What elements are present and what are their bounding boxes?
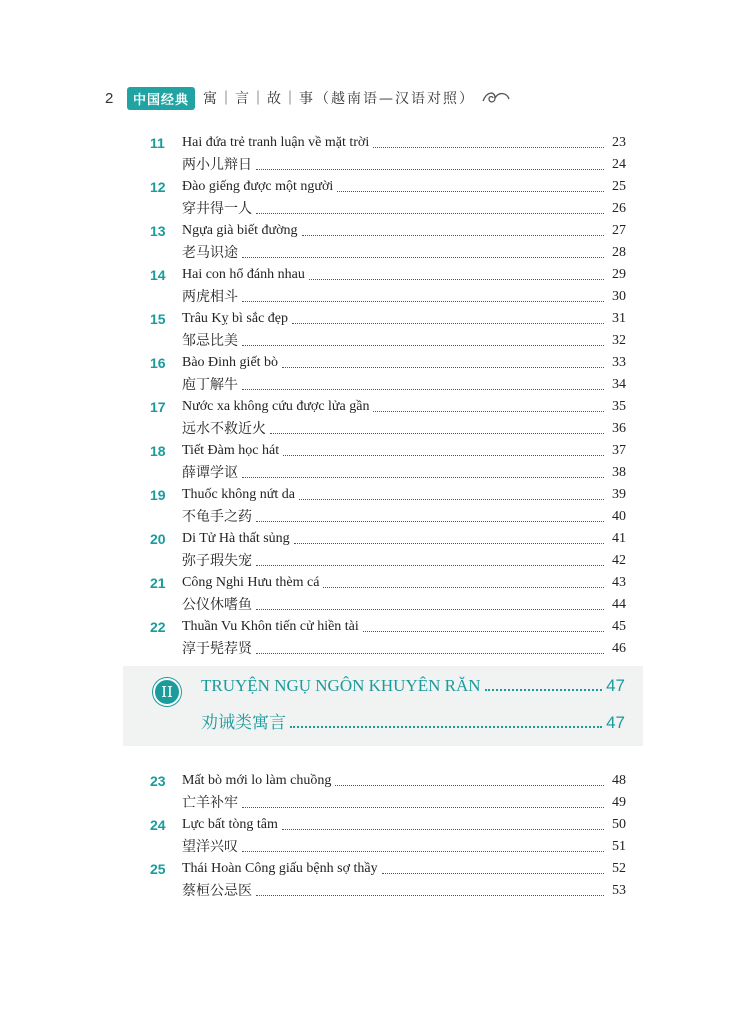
leader-dots <box>294 542 604 544</box>
entry-number: 24 <box>150 817 166 833</box>
toc-entry-cn[interactable] <box>150 878 626 900</box>
page-header <box>105 86 511 110</box>
table-of-contents <box>150 130 626 658</box>
toc-entry-cn[interactable] <box>150 152 626 174</box>
entry-number: 21 <box>150 575 166 591</box>
entry-title-cn: 两虎相斗 <box>182 289 238 305</box>
leader-dots <box>256 564 604 566</box>
entry-page: 52 <box>612 861 626 876</box>
entry-number: 14 <box>150 267 166 283</box>
leader-dots <box>373 146 604 148</box>
entry-title-vi: Lực bất tòng tâm <box>182 817 278 832</box>
entry-title-vi: Hai con hổ đánh nhau <box>182 267 305 282</box>
leader-dots <box>270 432 604 434</box>
toc-entry-cn[interactable] <box>150 372 626 394</box>
entry-title-vi: Hai đứa trẻ tranh luận về mặt trời <box>182 135 370 150</box>
toc-entry[interactable] <box>150 130 626 152</box>
entry-title-cn: 庖丁解牛 <box>182 377 238 393</box>
toc-entry-cn[interactable] <box>150 196 626 218</box>
entry-page: 30 <box>612 289 626 304</box>
entry-title-cn: 邹忌比美 <box>182 333 238 349</box>
entry-page: 44 <box>612 597 626 612</box>
leader-dots <box>242 300 604 302</box>
entry-title-cn: 不龟手之药 <box>182 509 252 525</box>
entry-page: 33 <box>612 355 626 370</box>
leader-dots <box>242 476 604 478</box>
leader-dots <box>242 388 604 390</box>
entry-page: 25 <box>612 179 626 194</box>
entry-title-cn: 薛谭学讴 <box>182 465 238 481</box>
leader-dots <box>282 828 604 830</box>
entry-number: 18 <box>150 443 166 459</box>
leader-dots <box>363 630 604 632</box>
entry-page: 40 <box>612 509 626 524</box>
entry-title-cn: 亡羊补牢 <box>182 795 238 811</box>
toc-entry-cn[interactable] <box>150 834 626 856</box>
section-header[interactable] <box>123 666 643 746</box>
leader-dots <box>335 784 604 786</box>
entry-number: 13 <box>150 223 166 239</box>
entry-page: 53 <box>612 883 626 898</box>
leader-dots <box>302 234 605 236</box>
toc-entry-cn[interactable] <box>150 460 626 482</box>
entry-title-vi: Đào giếng được một người <box>182 179 334 194</box>
entry-page: 37 <box>612 443 626 458</box>
entry-title-vi: Di Tử Hà thất sủng <box>182 531 290 546</box>
entry-number: 17 <box>150 399 166 415</box>
entry-title-vi: Nước xa không cứu được lửa gần <box>182 399 370 414</box>
section-page: 47 <box>606 713 625 732</box>
entry-page: 51 <box>612 839 626 854</box>
leader-dots <box>242 806 604 808</box>
entry-page: 27 <box>612 223 626 238</box>
section-number-badge: II <box>153 678 181 706</box>
entry-page: 48 <box>612 773 626 788</box>
toc-entry-cn[interactable] <box>150 416 626 438</box>
toc-entry[interactable] <box>150 482 626 504</box>
section-page: 47 <box>606 676 625 695</box>
entry-title-cn: 望洋兴叹 <box>182 839 238 855</box>
toc-entry[interactable] <box>150 394 626 416</box>
entry-number: 16 <box>150 355 166 371</box>
entry-title-vi: Bào Đinh giết bò <box>182 355 279 370</box>
section-title-cn: 劝诫类寓言 <box>201 713 286 732</box>
entry-title-vi: Thái Hoàn Công giấu bệnh sợ thầy <box>182 861 378 876</box>
toc-entry-cn[interactable] <box>150 548 626 570</box>
entry-page: 42 <box>612 553 626 568</box>
leader-dots <box>242 850 604 852</box>
leader-dots <box>299 498 604 500</box>
entry-page: 49 <box>612 795 626 810</box>
toc-entry-cn[interactable] <box>150 240 626 262</box>
leader-dots <box>242 344 604 346</box>
entry-title-vi: Thuốc không nứt da <box>182 487 295 502</box>
entry-title-vi: Mất bò mới lo làm chuồng <box>182 773 332 788</box>
section-title-vi-row[interactable] <box>201 676 625 696</box>
entry-title-cn: 两小儿辩日 <box>182 157 252 173</box>
toc-entry[interactable] <box>150 570 626 592</box>
entry-page: 29 <box>612 267 626 282</box>
series-brand-logo: 中国经典 <box>127 87 195 110</box>
toc-entry[interactable] <box>150 262 626 284</box>
entry-title-vi: Tiết Đàm học hát <box>182 443 280 458</box>
entry-number: 25 <box>150 861 166 877</box>
entry-page: 36 <box>612 421 626 436</box>
leader-dots <box>323 586 604 588</box>
entry-title-cn: 远水不救近火 <box>182 421 266 437</box>
entry-number: 22 <box>150 619 166 635</box>
entry-title-cn: 淳于髡荐贤 <box>182 641 252 657</box>
entry-title-vi: Công Nghi Hưu thèm cá <box>182 575 320 590</box>
entry-page: 46 <box>612 641 626 656</box>
entry-number: 19 <box>150 487 166 503</box>
toc-entry[interactable] <box>150 614 626 636</box>
toc-entry-cn[interactable] <box>150 592 626 614</box>
toc-entry-cn[interactable] <box>150 328 626 350</box>
entry-page: 24 <box>612 157 626 172</box>
leader-dots <box>256 520 604 522</box>
leader-dots <box>290 725 602 728</box>
entry-number: 12 <box>150 179 166 195</box>
leader-dots <box>256 608 604 610</box>
book-subtitle: 寓｜言｜故｜事（越南语—汉语对照） <box>203 91 476 107</box>
leader-dots <box>382 872 604 874</box>
entry-number: 20 <box>150 531 166 547</box>
entry-page: 31 <box>612 311 626 326</box>
leader-dots <box>309 278 604 280</box>
toc-entry[interactable] <box>150 174 626 196</box>
entry-page: 50 <box>612 817 626 832</box>
entry-title-cn: 蔡桓公忌医 <box>182 883 252 899</box>
entry-page: 41 <box>612 531 626 546</box>
entry-title-cn: 弥子瑕失宠 <box>182 553 252 569</box>
entry-page: 43 <box>612 575 626 590</box>
entry-page: 28 <box>612 245 626 260</box>
toc-entry[interactable] <box>150 306 626 328</box>
entry-page: 45 <box>612 619 626 634</box>
entry-number: 23 <box>150 773 166 789</box>
toc-entry[interactable] <box>150 526 626 548</box>
toc-entry-cn[interactable] <box>150 636 626 658</box>
leader-dots <box>256 652 604 654</box>
entry-page: 34 <box>612 377 626 392</box>
entry-title-vi: Trâu Kỵ bì sắc đẹp <box>182 311 289 326</box>
entry-title-cn: 老马识途 <box>182 245 238 261</box>
leader-dots <box>373 410 604 412</box>
leader-dots <box>256 894 604 896</box>
entry-number: 11 <box>150 135 165 151</box>
leader-dots <box>256 168 604 170</box>
entry-title-cn: 穿井得一人 <box>182 201 252 217</box>
entry-page: 35 <box>612 399 626 414</box>
entry-number: 15 <box>150 311 166 327</box>
page-number: 2 <box>105 89 114 107</box>
leader-dots <box>256 212 604 214</box>
toc-entry[interactable] <box>150 812 626 834</box>
table-of-contents-continued <box>150 768 626 900</box>
leader-dots <box>485 688 603 691</box>
swirl-ornament-icon <box>481 89 511 107</box>
entry-page: 23 <box>612 135 626 150</box>
entry-page: 39 <box>612 487 626 502</box>
toc-entry[interactable] <box>150 856 626 878</box>
leader-dots <box>337 190 604 192</box>
entry-page: 32 <box>612 333 626 348</box>
leader-dots <box>282 366 604 368</box>
entry-page: 38 <box>612 465 626 480</box>
leader-dots <box>283 454 604 456</box>
section-title-cn-row[interactable] <box>201 708 625 733</box>
entry-title-cn: 公仪休嗜鱼 <box>182 597 252 613</box>
toc-entry[interactable] <box>150 218 626 240</box>
leader-dots <box>292 322 604 324</box>
toc-entry-cn[interactable] <box>150 790 626 812</box>
section-title-vi: TRUYỆN NGỤ NGÔN KHUYÊN RĂN <box>201 676 481 695</box>
toc-entry[interactable] <box>150 350 626 372</box>
toc-entry[interactable] <box>150 438 626 460</box>
toc-entry-cn[interactable] <box>150 284 626 306</box>
entry-page: 26 <box>612 201 626 216</box>
toc-entry-cn[interactable] <box>150 504 626 526</box>
toc-entry[interactable] <box>150 768 626 790</box>
entry-title-vi: Ngựa già biết đường <box>182 223 298 238</box>
leader-dots <box>242 256 604 258</box>
entry-title-vi: Thuần Vu Khôn tiến cử hiền tài <box>182 619 359 634</box>
